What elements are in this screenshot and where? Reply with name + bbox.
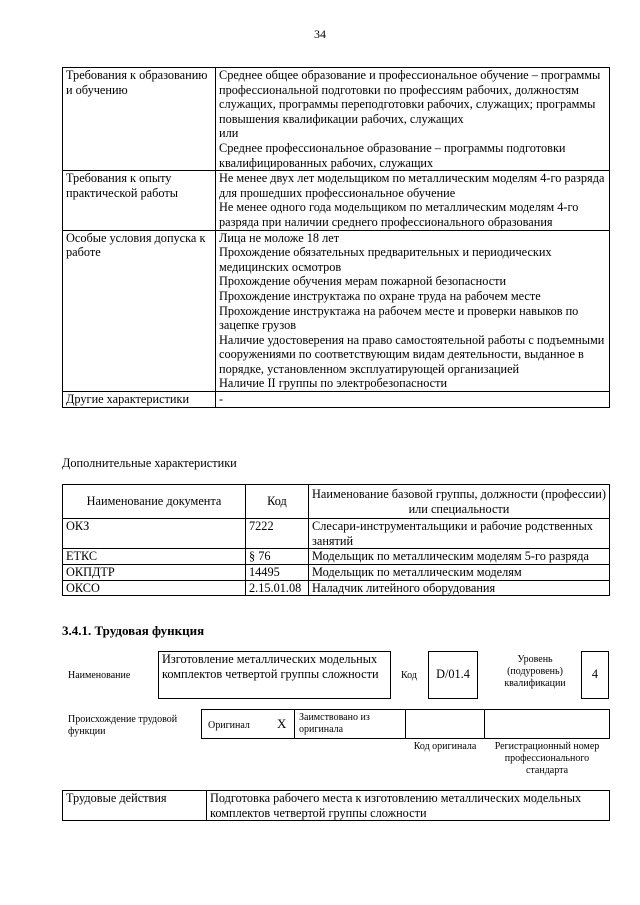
table-row [63,549,610,565]
requirement-line: Прохождение обучения мерам пожарной безопасности [219,274,507,289]
additional-table [62,484,610,596]
document-cell: ЕТКС [63,549,246,565]
requirement-value [216,392,610,408]
requirement-row [63,230,610,392]
group-cell: Модельщик по металлическим моделям 5-го разряда [309,549,610,565]
name-label: Наименование [68,670,131,681]
requirement-value [216,68,610,171]
reg-number-cell [484,709,610,739]
requirements-table [62,67,610,408]
code-original-cell [405,709,485,739]
original-mark: X [277,716,287,731]
table-row [63,564,610,580]
code-cell: 7222 [246,519,309,549]
document-cell: ОКСО [63,580,246,596]
origin-label: Происхождение трудовой функции [68,714,178,737]
requirement-label: Требования к образованию и обучению [63,68,216,171]
code-cell: § 76 [246,549,309,565]
requirement-line: Прохождение инструктажа по охране труда на рабочем месте [219,288,541,303]
actions-table [62,790,610,821]
requirement-line: Среднее общее образование и профессиональное обучение – программы профессиональной подготовки по профессиям рабочих, должностям служащих, программы переподготовки рабочих, служащих; программы повышения квалификации рабочих, служащих [219,68,601,126]
level-value: 4 [581,651,609,699]
requirement-value [216,171,610,230]
requirement-line: Наличие II группы по электробезопасности [219,376,448,391]
requirement-line: Прохождение инструктажа на рабочем месте и проверки навыков по зацепке грузов [219,303,579,333]
borrowed-cell [294,709,406,739]
requirement-line: Наличие удостоверения на право самостоятельной работы с подъемными сооружениями по соответствующим видам деятельности, выданное в порядке, установленном эксплуатирующей организацией [219,332,605,376]
original-label: Оригинал [208,720,250,731]
page-number: 34 [314,27,326,41]
group-cell: Модельщик по металлическим моделям [309,564,610,580]
actions-label: Трудовые действия [63,791,207,821]
header-group: Наименование базовой группы, должности (профессии) или специальности [309,485,610,519]
requirement-label: Требования к опыту практической работы [63,171,216,230]
requirement-row [63,392,610,408]
borrowed-label: Заимствовано из оригинала [299,712,370,735]
group-cell: Наладчик литейного оборудования [309,580,610,596]
requirement-line: или [219,126,239,141]
code-cell: 2.15.01.08 [246,580,309,596]
requirement-line: Не менее одного года модельщиком по металлическим моделям 4-го разряда при наличии среднего профессионального образования [219,200,579,229]
header-document: Наименование документа [63,485,246,519]
code-label: Код [401,670,417,681]
requirement-line: Лица не моложе 18 лет [219,230,340,245]
document-cell: ОКПДТР [63,564,246,580]
requirement-label: Другие характеристики [63,392,216,408]
level-label: Уровень (подуровень) квалификации [504,654,566,689]
requirement-line: Среднее профессиональное образование – программы подготовки квалифицированных рабочих, служащих [219,140,566,170]
function-code: D/01.4 [428,651,478,699]
code-cell: 14495 [246,564,309,580]
function-name: Изготовление металлических модельных комплектов четвертой группы сложности [158,651,391,699]
code-original-label: Код оригинала [413,741,477,752]
header-code: Код [246,485,309,519]
table-row [63,519,610,549]
actions-text: Подготовка рабочего места к изготовлению металлических модельных комплектов четвертой группы сложности [207,791,610,821]
requirement-line: Не менее двух лет модельщиком по металлическим моделям 4-го разряда для прошедших профессиональное обучение [219,171,605,200]
section-title: 3.4.1. Трудовая функция [62,623,205,638]
document-cell: ОКЗ [63,519,246,549]
requirement-row [63,171,610,230]
requirement-line: - [219,392,224,407]
reg-number-label: Регистрационный номер профессионального стандарта [494,741,600,776]
group-cell: Слесари-инструментальщики и рабочие родственных занятий [309,519,610,549]
requirement-label: Особые условия допуска к работе [63,230,216,392]
additional-title: Дополнительные характеристики [62,456,237,470]
original-cell [201,709,295,739]
table-row [63,580,610,596]
requirement-value [216,230,610,392]
requirement-row [63,68,610,171]
requirement-line: Прохождение обязательных предварительных и периодических медицинских осмотров [219,245,552,274]
